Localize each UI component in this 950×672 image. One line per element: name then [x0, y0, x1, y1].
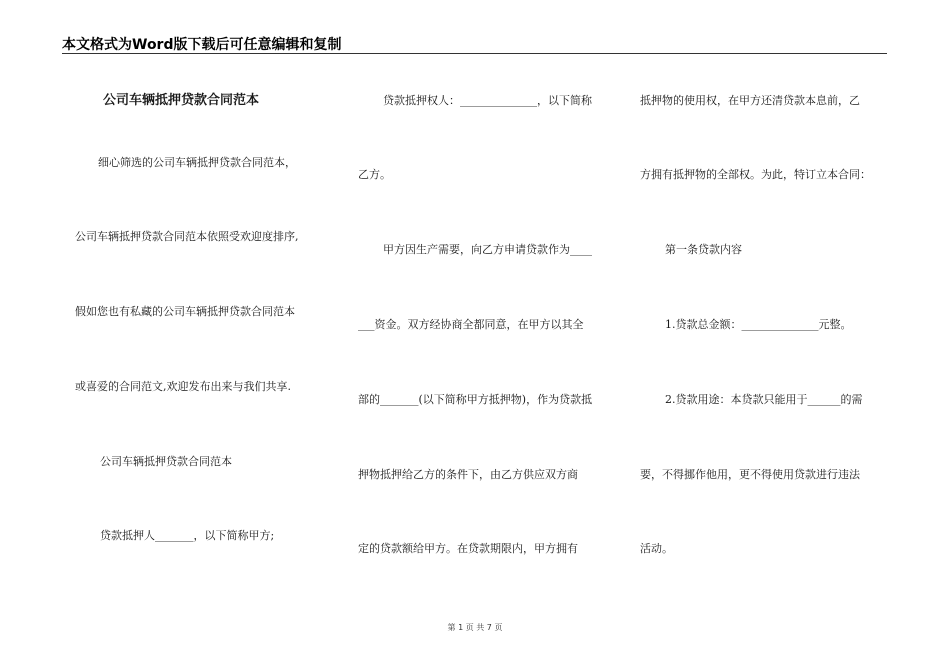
- paragraph-line: 要，不得挪作他用，更不得使用贷款进行违法: [640, 468, 860, 481]
- paragraph-line: 贷款抵押权人：______________，以下简称: [383, 94, 592, 107]
- paragraph-line: 部的_______(以下简称甲方抵押物)，作为贷款抵: [358, 393, 593, 406]
- text-column-3: [637, 0, 897, 620]
- paragraph-line: 2.贷款用途：本贷款只能用于______的需: [665, 393, 863, 406]
- paragraph-line: 活动。: [640, 542, 673, 555]
- paragraph-line: 细心筛选的公司车辆抵押贷款合同范本，: [98, 156, 296, 169]
- section-heading: 第一条贷款内容: [665, 243, 742, 256]
- paragraph-line: 押物抵押给乙方的条件下，由乙方供应双方商: [358, 468, 578, 481]
- paragraph-line: 假如您也有私藏的公司车辆抵押贷款合同范本: [75, 305, 295, 318]
- paragraph-line: ___资金。双方经协商全都同意，在甲方以其全: [358, 318, 584, 331]
- paragraph-line: 或喜爱的合同范文,欢迎发布出来与我们共享.: [75, 380, 291, 393]
- paragraph-line: 甲方因生产需要，向乙方申请贷款作为____: [383, 243, 592, 256]
- paragraph-line: 贷款抵押人_______，以下简称甲方;: [100, 529, 275, 542]
- paragraph-line: 1.贷款总金额：______________元整。: [665, 318, 852, 331]
- document-header-title: 本文格式为Word版下载后可任意编辑和复制: [62, 37, 342, 53]
- paragraph-line: 定的贷款额给甲方。在贷款期限内，甲方拥有: [358, 542, 578, 555]
- section-heading: 公司车辆抵押贷款合同范本: [100, 455, 232, 468]
- page-number-footer: 第 1 页 共 7 页: [447, 623, 503, 632]
- text-column-2: [355, 0, 610, 620]
- document-title: 公司车辆抵押贷款合同范本: [103, 93, 260, 108]
- paragraph-line: 抵押物的使用权，在甲方还清贷款本息前，乙: [640, 94, 860, 107]
- paragraph-line: 公司车辆抵押贷款合同范本依照受欢迎度排序,: [75, 230, 299, 243]
- text-column-1: [70, 0, 335, 620]
- paragraph-line: 方拥有抵押物的全部权。为此，特订立本合同：: [640, 168, 871, 181]
- paragraph-line: 乙方。: [358, 168, 391, 181]
